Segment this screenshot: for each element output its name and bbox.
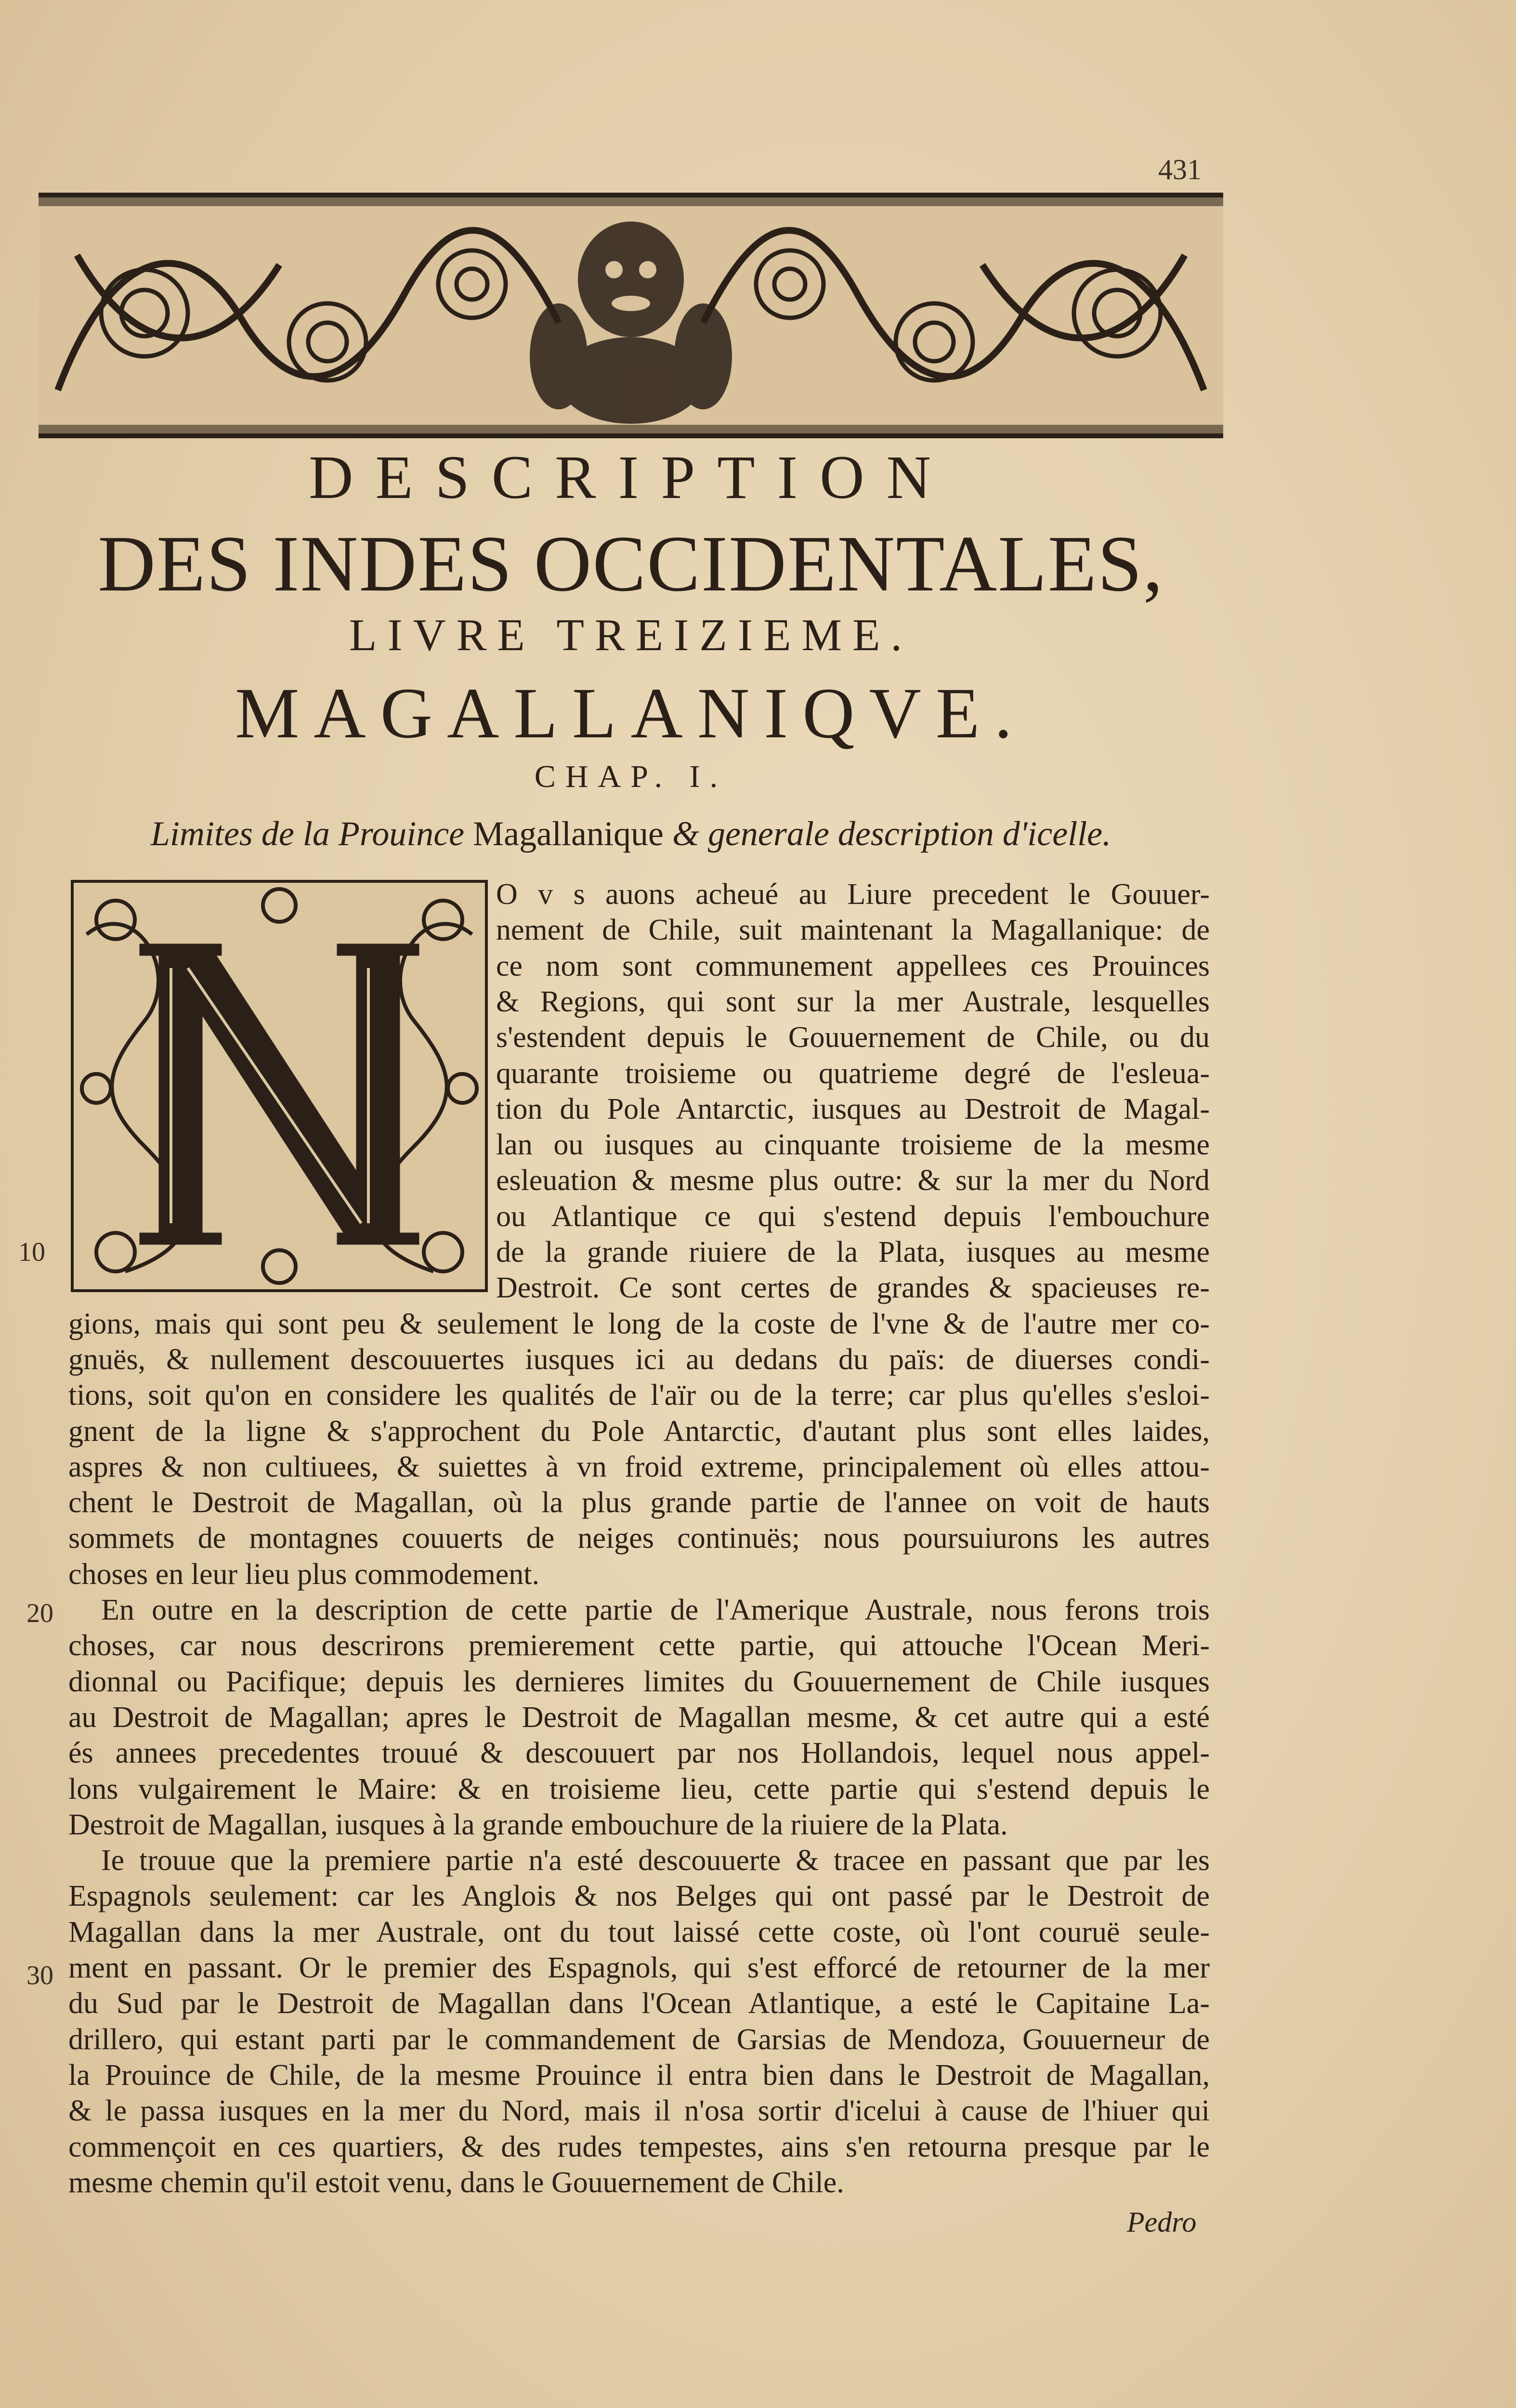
text-line: O v s auons acheué au Liure precedent le Gouuer-	[496, 878, 1210, 911]
text-line: choses, car nous descrirons premierement cette partie, qui attouche l'Ocean Meri-	[68, 1629, 1210, 1662]
text-line: ce nom sont communement appellees ces Prouinces	[496, 950, 1210, 982]
headpiece-engraving	[39, 197, 1223, 433]
chapter-subtitle	[39, 814, 1223, 854]
text-line: és annees precedentes trouué & descouuert par nos Hollandois, lequel nous appel-	[68, 1737, 1210, 1769]
text-line: commençoit en ces quartiers, & des rudes tempestes, ains s'en retourna presque par le	[68, 2131, 1210, 2163]
catchword: Pedro	[1127, 2206, 1197, 2238]
text-line: & Regions, qui sont sur la mer Australe, lesquelles	[496, 985, 1210, 1018]
text-line: ment en passant. Or le premier des Espagnols, qui s'est efforcé de retourner de la mer	[68, 1951, 1210, 1984]
text-line: Destroit. Ce sont certes de grandes & spacieuses re-	[496, 1271, 1210, 1304]
text-line: gnuës, & nullement descouuertes iusques ici au dedans du païs: de diuerses condi-	[68, 1343, 1210, 1376]
text-line: chent le Destroit de Magallan, où la plus grande partie de l'annee on voit de hauts	[68, 1486, 1210, 1519]
title-line-1: DESCRIPTION	[308, 443, 954, 511]
ornamental-headpiece	[39, 193, 1223, 438]
decorated-initial-n-icon	[67, 877, 491, 1296]
subtitle-part-2: Magallanique	[464, 814, 672, 853]
text-line: gions, mais qui sont peu & seulement le long de la coste de l'vne & de l'autre mer co-	[68, 1308, 1210, 1340]
text-line: & le passa iusques en la mer du Nord, mais il n'osa sortir d'icelui à cause de l'hiuer qui	[68, 2094, 1210, 2127]
text-line: au Destroit de Magallan; apres le Destroit de Magallan mesme, & cet autre qui a esté	[68, 1701, 1210, 1734]
text-line: s'estendent depuis le Gouuernement de Chile, ou du	[496, 1021, 1210, 1054]
text-line: mesme chemin qu'il estoit venu, dans le Gouuernement de Chile.	[68, 2166, 844, 2199]
text-line: quarante troisieme ou quatrieme degré de l'esleua-	[496, 1057, 1210, 1090]
text-line: nement de Chile, suit maintenant la Magallanique: de	[496, 914, 1210, 946]
text-line: de la grande riuiere de la Plata, iusques au mesme	[496, 1236, 1210, 1269]
chapter-heading: CHAP. I.	[534, 759, 728, 794]
text-line: sommets de montagnes couuerts de neiges continuës; nous poursuiurons les autres	[68, 1522, 1210, 1555]
text-line: Ie trouue que la premiere partie n'a esté descouuerte & tracee en passant que par les	[101, 1844, 1210, 1877]
text-line: lan ou iusques au cinquante troisieme de la mesme	[496, 1128, 1210, 1161]
text-line: choses en leur lieu plus commodement.	[68, 1558, 539, 1591]
margin-number-10: 10	[18, 1237, 45, 1267]
text-line: tions, soit qu'on en considere les qualités de l'aïr ou de la terre; car plus qu'elles s'esloi-	[68, 1379, 1210, 1412]
text-line: Destroit de Magallan, iusques à la grande embouchure de la riuiere de la Plata.	[68, 1808, 1008, 1841]
subtitle-part-3: & generale description d'icelle.	[672, 814, 1111, 853]
title-line-2: DES INDES OCCIDENTALES,	[98, 519, 1164, 608]
text-line: gnent de la ligne & s'approchent du Pole Antarctic, d'autant plus sont elles laides,	[68, 1415, 1210, 1448]
text-line: En outre en la description de cette partie de l'Amerique Australe, nous ferons trois	[101, 1594, 1210, 1626]
book-number: LIVRE TREIZIEME.	[349, 610, 913, 660]
text-line: drillero, qui estant parti par le commandement de Garsias de Mendoza, Gouuerneur de	[68, 2023, 1210, 2056]
text-line: Espagnols seulement: car les Anglois & nos Belges qui ont passé par le Destroit de	[68, 1880, 1210, 1912]
text-line: esleuation & mesme plus outre: & sur la mer du Nord	[496, 1164, 1210, 1197]
text-line: dionnal ou Pacifique; depuis les dernieres limites du Gouuernement de Chile iusques	[68, 1665, 1210, 1698]
margin-number-20: 20	[26, 1598, 53, 1628]
text-line: la Prouince de Chile, de la mesme Prouince il entra bien dans le Destroit de Magallan,	[68, 2059, 1210, 2092]
text-line: aspres & non cultiuees, & suiettes à vn froid extreme, principalement où elles attou-	[68, 1451, 1210, 1483]
subtitle-part-1: Limites de la Prouince	[150, 814, 465, 853]
text-line: Magallan dans la mer Australe, ont du tout laissé cette coste, où l'ont couruë seule-	[68, 1916, 1210, 1949]
decorated-initial-block	[67, 877, 491, 1296]
region-title: MAGALLANIQVE.	[235, 673, 1027, 753]
text-line: lons vulgairement le Maire: & en troisieme lieu, cette partie qui s'estend depuis le	[68, 1773, 1210, 1806]
text-line: tion du Pole Antarctic, iusques au Destroit de Magal-	[496, 1093, 1210, 1125]
text-line: du Sud par le Destroit de Magallan dans l'Ocean Atlantique, a esté le Capitaine La-	[68, 1987, 1210, 2020]
text-line: ou Atlantique ce qui s'estend depuis l'embouchure	[496, 1200, 1210, 1233]
page-number: 431	[1158, 154, 1202, 185]
margin-number-30: 30	[26, 1961, 53, 1990]
